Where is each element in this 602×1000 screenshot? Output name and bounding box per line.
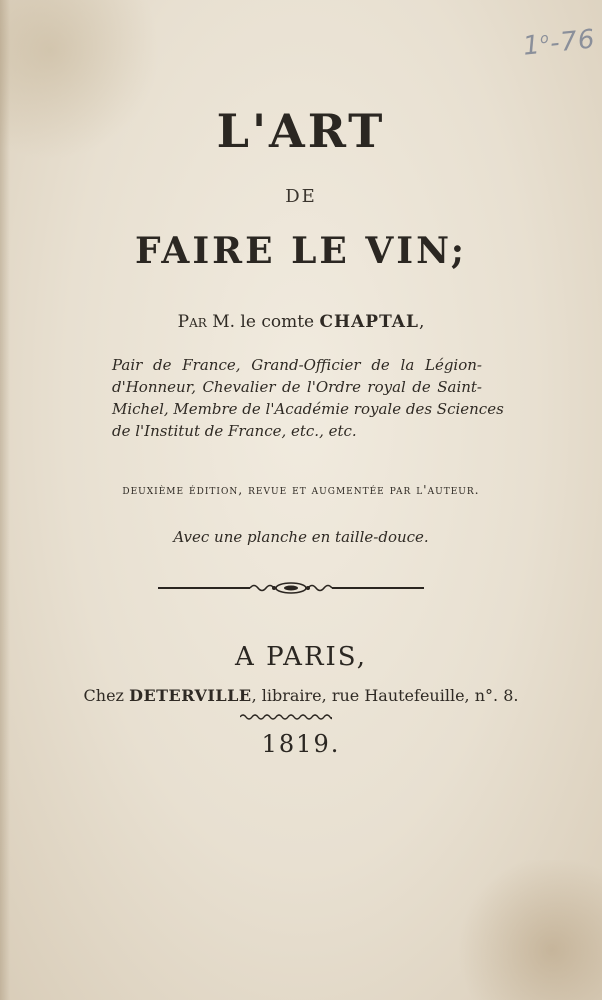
pencil-mark: 1 — [522, 30, 543, 62]
credentials-line: d'Honneur, Chevalier de l'Ordre royal de Saint- — [112, 378, 482, 396]
author-honorific: M. le comte — [212, 312, 315, 332]
title-line-1: L'ART — [216, 104, 386, 158]
author-line — [0, 312, 602, 332]
pencil-sup: o — [539, 30, 551, 48]
pencil-dash: - — [548, 27, 563, 59]
imprint-publisher — [0, 686, 602, 705]
pencil-number: 76 — [559, 24, 598, 58]
imprint-city: A PARIS, — [235, 642, 367, 672]
edition-statement: deuxième édition, revue et augmentée par l'auteur. — [122, 482, 480, 497]
author-name: CHAPTAL — [319, 312, 419, 332]
author-suffix: , — [418, 312, 425, 332]
credentials-line: Pair de France, Grand-Officier de la Légion- — [112, 356, 482, 374]
title-line-3: FAIRE LE VIN; — [134, 230, 468, 272]
pencil-annotation — [522, 24, 597, 61]
author-prefix: Par — [177, 312, 207, 332]
publication-year: 1819. — [261, 730, 341, 758]
author-credentials — [112, 354, 504, 442]
publisher-address: , libraire, rue Hautefeuille, n°. 8. — [251, 686, 519, 705]
decorative-wavy-rule — [240, 712, 332, 722]
title-line-2: DE — [285, 186, 317, 207]
foxing-stain — [452, 860, 602, 1000]
credentials-line: Michel, Membre de l'Académie royale des Sciences — [112, 400, 504, 418]
decorative-rule-ornament — [158, 578, 424, 598]
publisher-prefix: Chez — [83, 686, 124, 705]
credentials-line: de l'Institut de France, etc., etc. — [112, 422, 357, 440]
publisher-name: DETERVILLE — [129, 686, 252, 705]
plate-note: Avec une planche en taille-douce. — [173, 528, 429, 546]
